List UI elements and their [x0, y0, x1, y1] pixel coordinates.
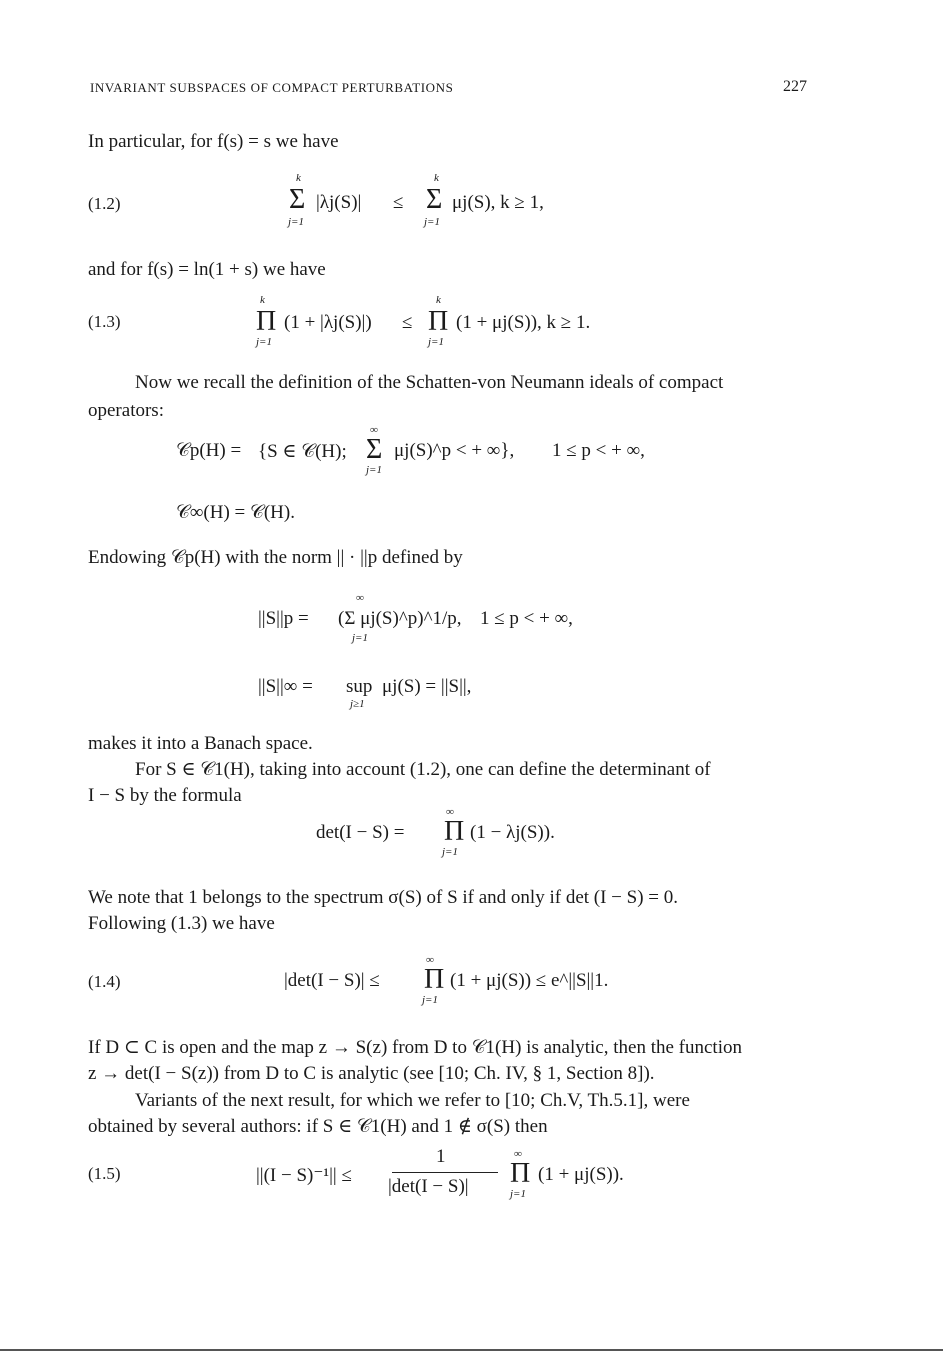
- sum-lower-limit: j=1: [352, 632, 368, 644]
- sum-lower-limit-2: j=1: [424, 216, 440, 228]
- prod-lower-limit: j=1: [256, 336, 272, 348]
- relation: ≤: [402, 312, 413, 333]
- equation-number-1-3: (1.3): [88, 312, 121, 331]
- paragraph-det-line1: For S ∈ 𝒞1(H), taking into account (1.2), one can define the determinant of: [135, 759, 711, 780]
- paragraph-banach: makes it into a Banach space.: [88, 733, 313, 754]
- equation-lhs: 𝒞p(H) =: [176, 440, 242, 461]
- fraction-bar: [392, 1172, 498, 1173]
- paragraph-intro: In particular, for f(s) = s we have: [88, 131, 339, 152]
- equation-rhs: (1 + μj(S)).: [538, 1164, 624, 1185]
- prod-lower-limit: j=1: [510, 1188, 526, 1200]
- sum-upper-limit: k: [296, 172, 301, 184]
- condition: 1 ≤ p < + ∞,: [480, 608, 573, 629]
- sup-lower-limit: j≥1: [350, 698, 365, 710]
- paragraph-norm: Endowing 𝒞p(H) with the norm || · ||p defined by: [88, 547, 463, 568]
- equation-lhs: |λj(S)|: [316, 192, 362, 213]
- sup-operator: sup: [346, 676, 373, 697]
- sum-upper-limit-2: k: [434, 172, 439, 184]
- prod-upper-limit-2: k: [436, 294, 441, 306]
- equation-lhs: ||(I − S)⁻¹|| ≤: [256, 1165, 352, 1186]
- equation-rhs: μj(S), k ≥ 1,: [452, 192, 544, 213]
- prod-upper-limit: k: [260, 294, 265, 306]
- sum-symbol-2: Σ: [426, 184, 443, 215]
- paragraph-schatten-line2: operators:: [88, 400, 164, 421]
- sum-upper-limit: ∞: [356, 592, 364, 604]
- prod-lower-limit: j=1: [422, 994, 438, 1006]
- equation-lhs: det(I − S) =: [316, 822, 405, 843]
- prod-lower-limit-2: j=1: [428, 336, 444, 348]
- paragraph-spectrum-line2: Following (1.3) we have: [88, 913, 275, 934]
- product-symbol: Π: [424, 964, 445, 995]
- fraction-denominator: |det(I − S)|: [388, 1176, 469, 1197]
- product-symbol: Π: [444, 816, 465, 847]
- prod-upper-limit: ∞: [446, 806, 454, 818]
- equation-lhs: (1 + |λj(S)|): [284, 312, 372, 333]
- equation-number-1-5: (1.5): [88, 1164, 121, 1183]
- relation: ≤: [393, 192, 404, 213]
- paragraph-variants-line1: Variants of the next result, for which we refer to [10; Ch.V, Th.5.1], were: [135, 1090, 690, 1111]
- prod-upper-limit: ∞: [426, 954, 434, 966]
- equation-lhs: ||S||∞ =: [258, 676, 313, 697]
- equation-rhs: (1 + μj(S)) ≤ e^||S||1.: [450, 970, 609, 991]
- product-symbol: Π: [256, 306, 277, 337]
- norm-body: (Σ μj(S)^p)^1/p,: [338, 608, 462, 629]
- prod-lower-limit: j=1: [442, 846, 458, 858]
- equation-c-infinity: 𝒞∞(H) = 𝒞(H).: [176, 502, 295, 523]
- prod-upper-limit: ∞: [514, 1148, 522, 1160]
- running-head: INVARIANT SUBSPACES OF COMPACT PERTURBATIONS: [90, 80, 454, 95]
- paragraph-analytic-line2: z → det(I − S(z)) from D to C is analytic (see [10; Ch. IV, § 1, Section 8]).: [88, 1063, 655, 1084]
- equation-rhs: μj(S) = ||S||,: [382, 676, 472, 697]
- equation-number-1-2: (1.2): [88, 194, 121, 213]
- sum-symbol: Σ: [289, 184, 306, 215]
- set-body: μj(S)^p < + ∞},: [394, 440, 515, 461]
- paragraph-spectrum-line1: We note that 1 belongs to the spectrum σ(S) of S if and only if det (I − S) = 0.: [88, 887, 679, 908]
- product-symbol: Π: [510, 1158, 531, 1189]
- equation-number-1-4: (1.4): [88, 972, 121, 991]
- paragraph-variants-line2: obtained by several authors: if S ∈ 𝒞1(H) and 1 ∉ σ(S) then: [88, 1116, 548, 1137]
- condition: 1 ≤ p < + ∞,: [552, 440, 645, 461]
- sum-lower-limit: j=1: [366, 464, 382, 476]
- product-symbol-2: Π: [428, 306, 449, 337]
- fraction-numerator: 1: [436, 1146, 446, 1167]
- equation-rhs: (1 − λj(S)).: [470, 822, 555, 843]
- sum-symbol: Σ: [366, 434, 383, 465]
- paragraph-ln: and for f(s) = ln(1 + s) we have: [88, 259, 326, 280]
- paragraph-det-line2: I − S by the formula: [88, 785, 242, 806]
- equation-lhs: |det(I − S)| ≤: [284, 970, 380, 991]
- page-number: 227: [783, 78, 807, 95]
- sum-upper-limit: ∞: [370, 424, 378, 436]
- equation-lhs: ||S||p =: [258, 608, 309, 629]
- paragraph-analytic-line1: If D ⊂ C is open and the map z → S(z) from D to 𝒞1(H) is analytic, then the function: [88, 1037, 742, 1058]
- set-open: {S ∈ 𝒞(H);: [258, 441, 347, 462]
- paragraph-schatten-line1: Now we recall the definition of the Schatten-von Neumann ideals of compact: [135, 372, 724, 393]
- equation-rhs: (1 + μj(S)), k ≥ 1.: [456, 312, 591, 333]
- sum-lower-limit: j=1: [288, 216, 304, 228]
